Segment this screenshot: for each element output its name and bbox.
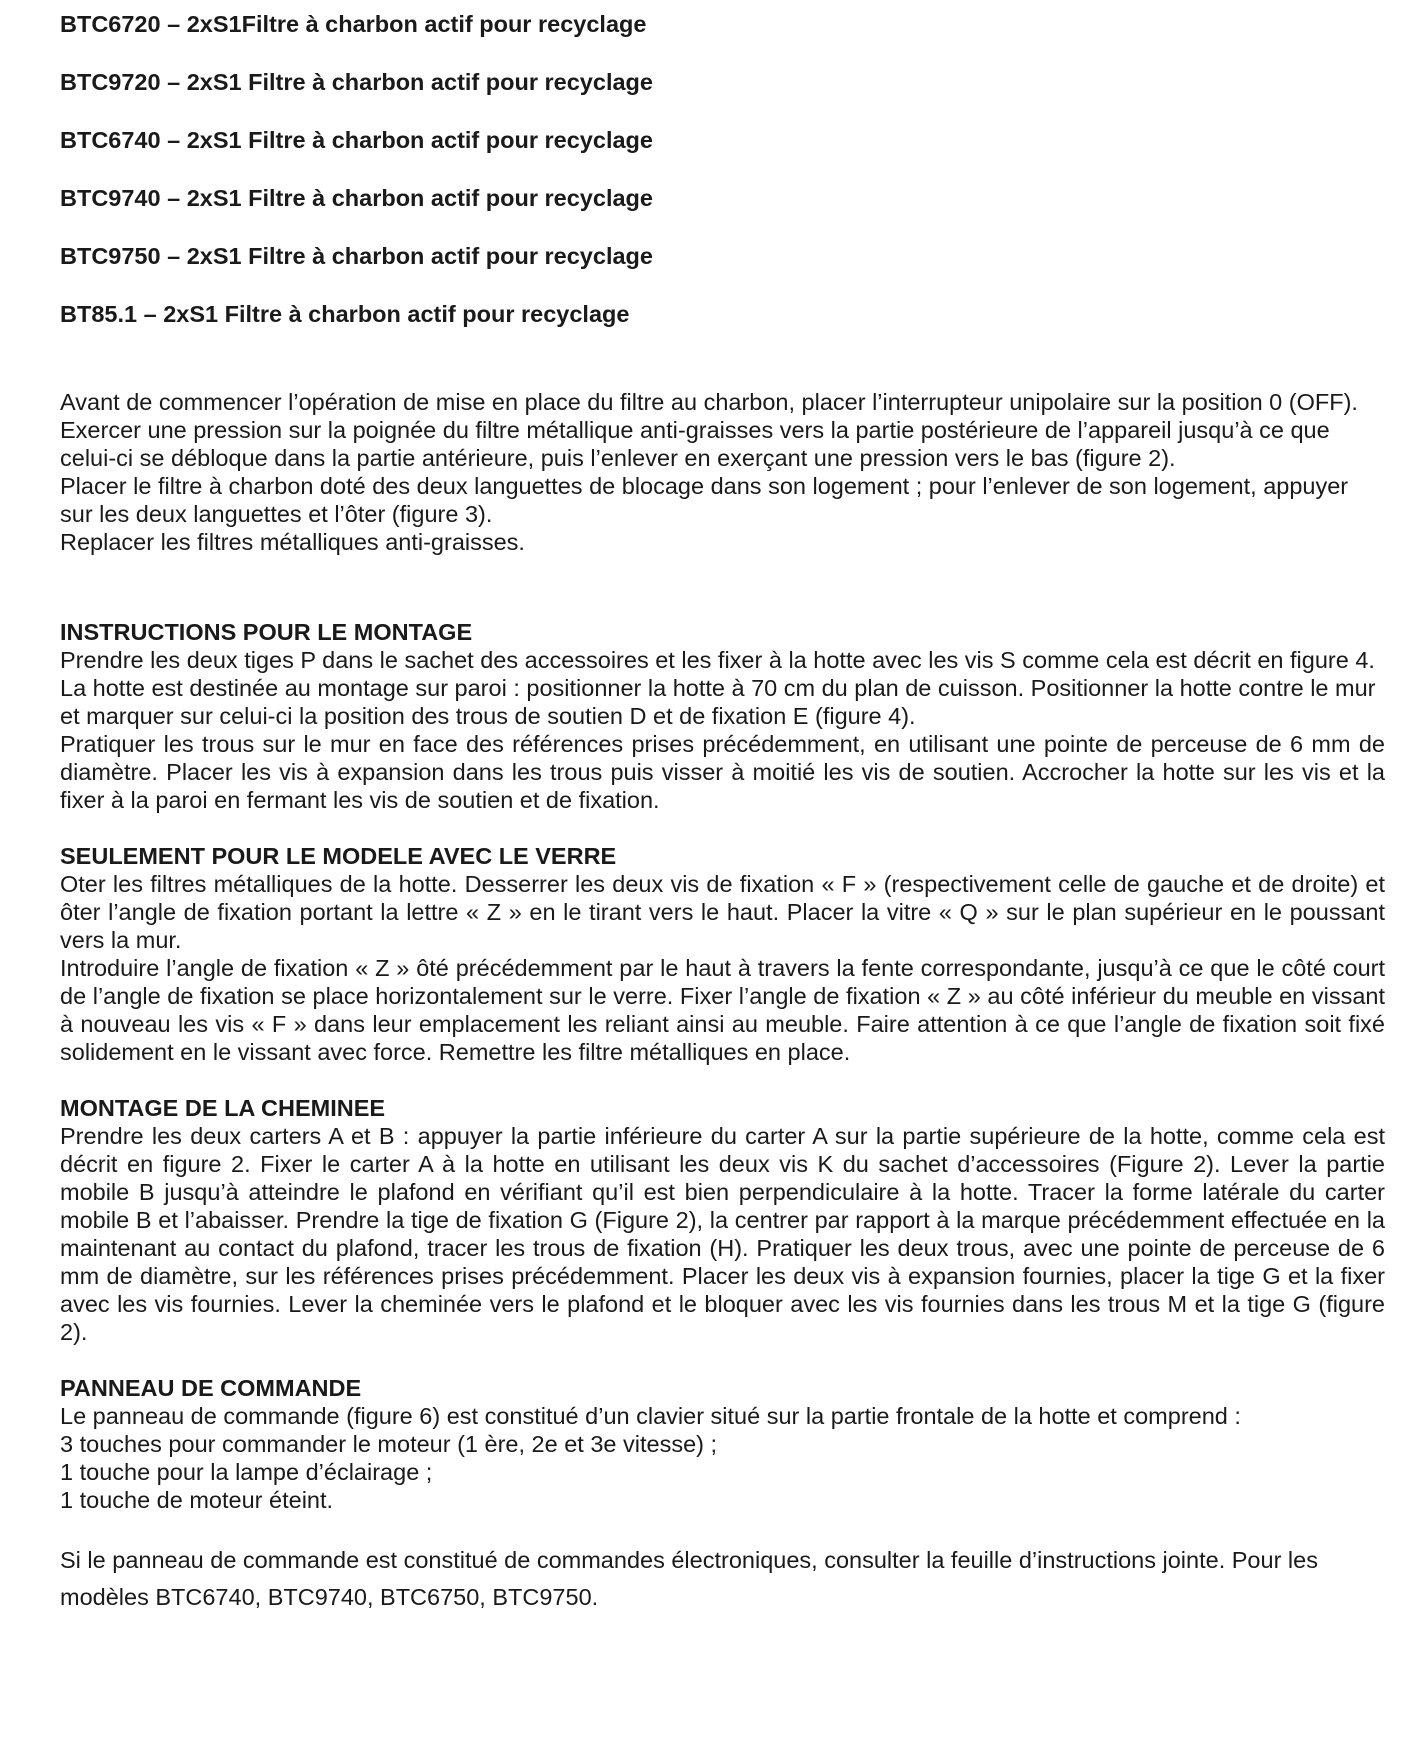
model-line: BTC6740 – 2xS1 Filtre à charbon actif pour recyclage <box>60 127 653 153</box>
final-paragraph: Si le panneau de commande est constitué de commandes électroniques, consulter la feuille d’instructions jointe. Pour les modèles BTC6740, BTC9740, BTC6750, BTC9750. <box>60 1547 1318 1610</box>
final-note <box>60 1542 1385 1616</box>
intro-paragraph: Placer le filtre à charbon doté des deux languettes de blocage dans son logement ; pour l’enlever de son logement, appuyer sur les deux languettes et l’ôter (figure 3). <box>60 473 1349 527</box>
model-line: BTC9750 – 2xS1 Filtre à charbon actif pour recyclage <box>60 243 653 269</box>
section-title: PANNEAU DE COMMANDE <box>60 1375 362 1401</box>
section-title: INSTRUCTIONS POUR LE MONTAGE <box>60 619 473 645</box>
section-cheminee <box>60 1094 1385 1346</box>
section-paragraph: Pratiquer les trous sur le mur en face des références prises précédemment, en utilisant une pointe de perceuse de 6 mm de diamètre. Placer les vis à expansion dans les trous puis visser à moitié les vis de soutien. Accrocher la hotte sur les vis et la fixer à la paroi en fermant les vis de soutien et de fixation. <box>60 731 1385 813</box>
section-paragraph: La hotte est destinée au montage sur paroi : positionner la hotte à 70 cm du plan de cuisson. Positionner la hotte contre le mur et marquer sur celui-ci la position des trous de soutien D et de fixation E (figure 4). <box>60 675 1376 729</box>
section-paragraph: Introduire l’angle de fixation « Z » ôté précédemment par le haut à travers la fente correspondante, jusqu’à ce que le côté court de l’angle de fixation se place horizontalement sur le verre. Fixer l’angle de fixation « Z » au côté inférieur du meuble en vissant à nouveau les vis « F » dans leur emplacement les reliant ainsi au meuble. Faire attention à ce que l’angle de fixation soit fixé solidement en le vissant avec force. Remettre les filtre métalliques en place. <box>60 955 1385 1065</box>
section-montage <box>60 618 1385 814</box>
panel-line: 3 touches pour commander le moteur (1 ère, 2e et 3e vitesse) ; <box>60 1431 718 1457</box>
intro-instructions <box>60 388 1385 556</box>
document-page <box>60 10 1385 1616</box>
section-paragraph: Oter les filtres métalliques de la hotte. Desserrer les deux vis de fixation « F » (respectivement celle de gauche et de droite) et ôter l’angle de fixation portant la lettre « Z » en le tirant vers le haut. Placer la vitre « Q » sur le plan supérieur en le poussant vers la mur. <box>60 871 1385 953</box>
intro-paragraph: Replacer les filtres métalliques anti-graisses. <box>60 529 525 555</box>
model-line: BT85.1 – 2xS1 Filtre à charbon actif pour recyclage <box>60 301 630 327</box>
panel-line: 1 touche de moteur éteint. <box>60 1487 334 1513</box>
panel-line: Le panneau de commande (figure 6) est constitué d’un clavier situé sur la partie frontale de la hotte et comprend : <box>60 1403 1241 1429</box>
section-paragraph: Prendre les deux carters A et B : appuyer la partie inférieure du carter A sur la partie supérieure de la hotte, comme cela est décrit en figure 2. Fixer le carter A à la hotte en utilisant les deux vis K du sachet d’accessoires (Figure 2). Lever la partie mobile B jusqu’à atteindre le plafond en vérifiant qu’il est bien perpendiculaire à la hotte. Tracer la forme latérale du carter mobile B et l’abaisser. Prendre la tige de fixation G (Figure 2), la centrer par rapport à la marque précédemment effectuée en la maintenant au contact du plafond, tracer les trous de fixation (H). Pratiquer les deux trous, avec une pointe de perceuse de 6 mm de diamètre, sur les références prises précédemment. Placer les deux vis à expansion fournies, placer la tige G et la fixer avec les vis fournies. Lever la cheminée vers le plafond et le bloquer avec les vis fournies dans les trous M et la tige G (figure 2). <box>60 1123 1385 1345</box>
model-line: BTC6720 – 2xS1Filtre à charbon actif pour recyclage <box>60 11 647 37</box>
section-paragraph: Prendre les deux tiges P dans le sachet des accessoires et les fixer à la hotte avec les vis S comme cela est décrit en figure 4. <box>60 647 1375 673</box>
section-panneau <box>60 1374 1385 1616</box>
model-line: BTC9740 – 2xS1 Filtre à charbon actif pour recyclage <box>60 185 653 211</box>
section-title: MONTAGE DE LA CHEMINEE <box>60 1095 386 1121</box>
panel-line: 1 touche pour la lampe d’éclairage ; <box>60 1459 433 1485</box>
intro-paragraph: Avant de commencer l’opération de mise en place du filtre au charbon, placer l’interrupteur unipolaire sur la position 0 (OFF). <box>60 389 1358 415</box>
section-title: SEULEMENT POUR LE MODELE AVEC LE VERRE <box>60 843 617 869</box>
model-list <box>60 10 1385 328</box>
section-verre <box>60 842 1385 1066</box>
model-line: BTC9720 – 2xS1 Filtre à charbon actif pour recyclage <box>60 69 653 95</box>
intro-paragraph: Exercer une pression sur la poignée du filtre métallique anti-graisses vers la partie postérieure de l’appareil jusqu’à ce que celui-ci se débloque dans la partie antérieure, puis l’enlever en exerçant une pression vers le bas (figure 2). <box>60 417 1330 471</box>
